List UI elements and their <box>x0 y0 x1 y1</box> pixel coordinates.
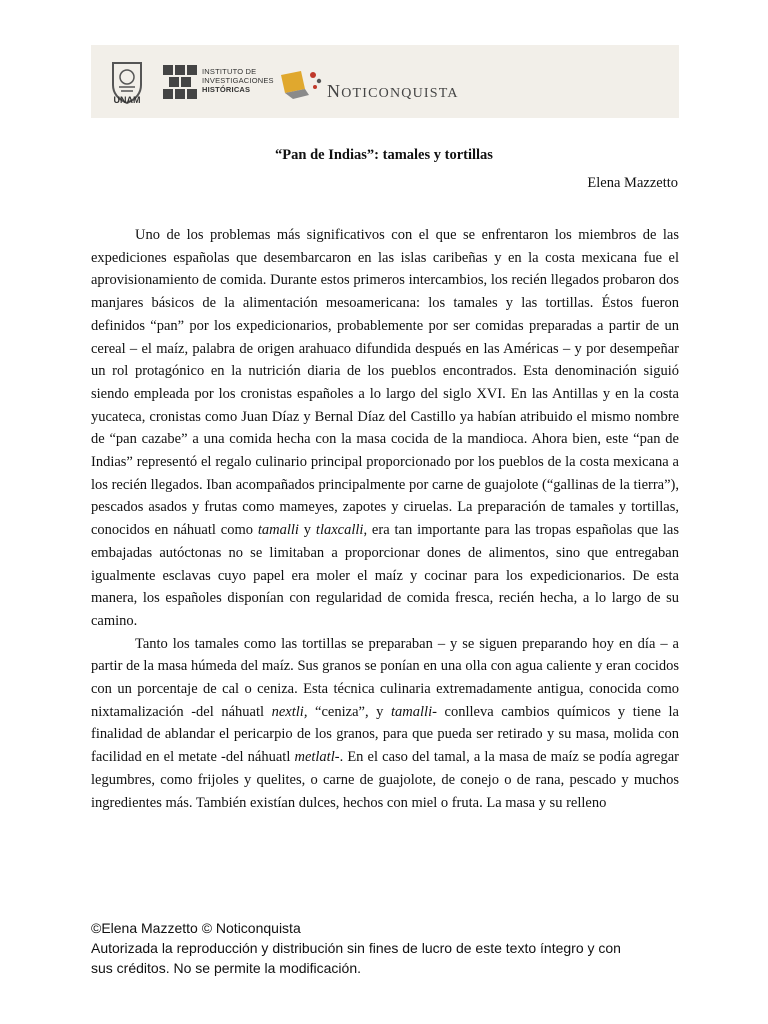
iih-logo-icon <box>161 63 199 103</box>
iih-line-3: HISTÓRICAS <box>202 85 251 94</box>
iih-line-1: INSTITUTO DE <box>202 67 257 76</box>
document-title: “Pan de Indias”: tamales y tortillas <box>275 147 493 163</box>
iih-line-2: INVESTIGACIONES <box>202 76 274 85</box>
document-body <box>91 224 679 814</box>
document-author: Elena Mazzetto <box>587 175 678 191</box>
noticonquista-logo-icon <box>275 65 325 103</box>
paragraph-2: Tanto los tamales como las tortillas se preparaban – y se siguen preparando hoy en día – a partir de la masa húmeda del maíz. Sus granos se ponían en una olla con agua caliente y eran cocidos con un porcentaje de cal o ceniza. Esta técnica culinaria extremadamente antigua, conocida como nixtamalización -del náhuatl nextli, “ceniza”, y tamalli- conlleva cambios químicos y tiene la finalidad de ablandar el pericarpio de los granos, para que pueda ser retirado y su masa, molida con facilidad en el metate -del náhuatl metlatl-. En el caso del tamal, a la masa de maíz se podía agregar legumbres, como frijoles y quelites, o carne de guajolote, de conejo o de rana, pescado y muchos ingredientes más. También existían dulces, hechos con miel o fruta. La masa y su relleno <box>91 635 679 811</box>
unam-logo-label: UNAM <box>113 95 141 105</box>
noticonquista-logo-label: NOTICONQUISTA <box>327 81 459 101</box>
footer-license-line-2: sus créditos. No se permite la modificación. <box>91 960 361 976</box>
footer-copyright: ©Elena Mazzetto © Noticonquista <box>91 920 301 936</box>
paragraph-1: Uno de los problemas más significativos con el que se enfrentaron los miembros de las expediciones españolas que desembarcaron en las islas caribeñas y en la costa mexicana fue el aprovisionamiento de comida. Durante estos primeros intercambios, los recién llegados probaron dos manjares básicos de la alimentación mesoamericana: los tamales y las tortillas. Éstos fueron definidos “pan” por los expedicionarios, probablemente por ser comidas preparadas a partir de un cereal – el maíz, palabra de origen arahuaco difundida después en las Américas – y por desempeñar un rol protagónico en la nutrición diaria de los pueblos encontrados. Esta denominación siguió siendo empleada por los cronistas españoles a lo largo del siglo XVI. En las Antillas y en la costa yucateca, cronistas como Juan Díaz y Bernal Díaz del Castillo ya habían atribuido el mismo nombre de “pan cazabe” a una comida hecha con la masa cocida de la mandioca. Ahora bien, este “pan de Indias” representó el regalo culinario principal proporcionado por los pueblos de la costa mexicana a los recién llegados. Iban acompañados principalmente por carne de guajolote (“gallinas de la tierra”), pescados asados y frutas como mameyes, zapotes y ciruelas. La preparación de tamales y tortillas, conocidos en náhuatl como tamalli y tlaxcalli, era tan importante para las tropas españolas que las embajadas autóctonas no se limitaban a proporcionar dones de alimentos, sino que entregaban igualmente esclavas cuyo papel era moler el maíz y cocinar para los expedicionarios. De esta manera, los españoles disponían con regularidad de comida fresca, recién hecha, a lo largo de su camino. <box>91 227 679 629</box>
copyright-footer <box>91 918 691 978</box>
iih-logo-label <box>202 67 274 94</box>
footer-license-line-1: Autorizada la reproducción y distribución sin fines de lucro de este texto íntegro y con <box>91 940 621 956</box>
page-header-banner <box>91 45 679 118</box>
